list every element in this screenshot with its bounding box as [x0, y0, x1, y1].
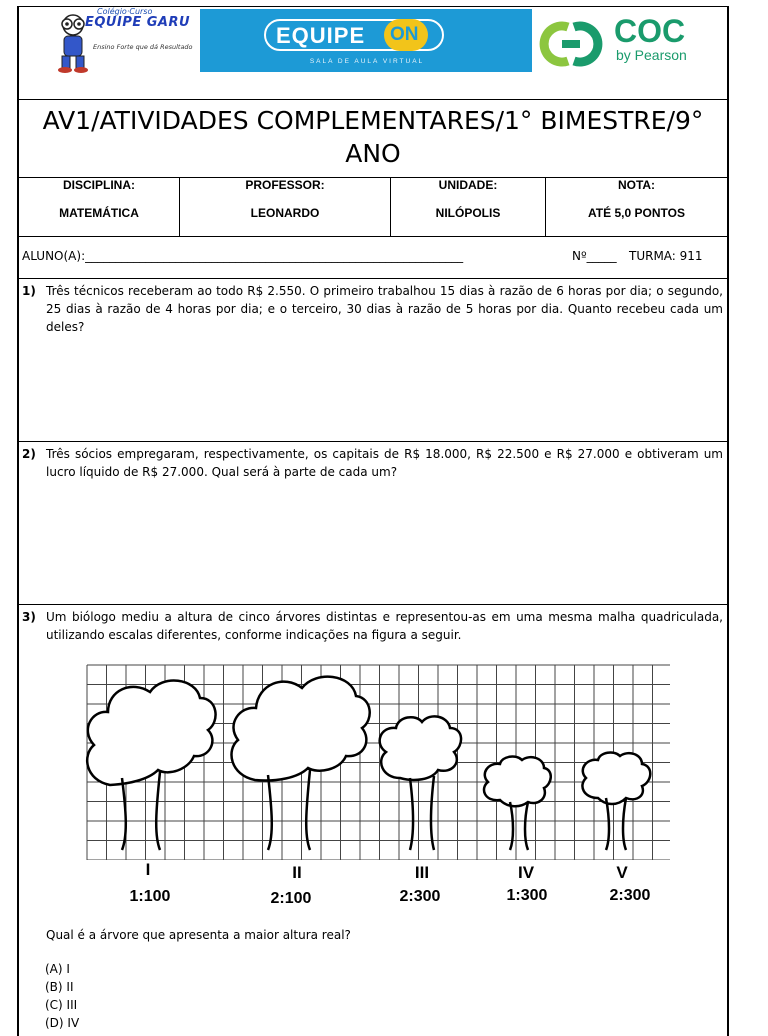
grid-with-trees [70, 660, 670, 860]
option-d[interactable]: (D) IV [45, 1016, 80, 1030]
tree-scale: 1:100 [129, 888, 171, 905]
logo-tagline: Ensino Forte que dá Resultado [93, 43, 193, 51]
tree-label: I [145, 860, 151, 879]
professor-value: LEONARDO [250, 206, 320, 220]
tree-scale: 2:100 [270, 890, 312, 907]
logo-on-word: ON [390, 24, 419, 45]
tree-label: II [292, 863, 302, 882]
disciplina-label: DISCIPLINA: [63, 178, 135, 192]
logo-name: EQUIPE GARU [85, 15, 191, 30]
nota-cell [546, 178, 727, 236]
tree-4-crown [484, 757, 551, 807]
disciplina-value: MATEMÁTICA [59, 206, 139, 220]
tree-label: III [414, 863, 430, 882]
numero-field[interactable]: Nº_____ [572, 249, 617, 263]
question-text: Três técnicos receberam ao todo R$ 2.550. O primeiro trabalhou 15 dias à razão de 6 horas por dia; o segundo, 25 dias à razão de 4 horas por dia; e o terceiro, 30 dias à razão de 5 horas por dia. Quanto recebeu cada um deles? [46, 284, 723, 334]
aluno-field[interactable]: ALUNO(A):_______________________________________________________________ [22, 249, 464, 263]
question-text: Um biólogo mediu a altura de cinco árvores distintas e representou-as em uma mesma malha quadriculada, utilizando escalas diferentes, conforme indicações na figura a seguir. [46, 610, 723, 642]
question-number: 3) [22, 610, 36, 624]
question-number: 2) [22, 447, 36, 461]
unidade-cell [391, 178, 546, 236]
option-a[interactable]: (A) I [45, 962, 70, 976]
question-text: Três sócios empregaram, respectivamente, os capitais de R$ 18.000, R$ 22.500 e R$ 27.000 e obtiveram um lucro líquido de R$ 27.000. Qual será à parte de cada um? [46, 447, 723, 479]
equipe-garu-logo [53, 9, 203, 75]
logo-subtitle: SALA DE AULA VIRTUAL [309, 58, 425, 65]
info-table [19, 178, 727, 236]
professor-label: PROFESSOR: [245, 178, 325, 192]
tree-4-trunk [510, 802, 528, 850]
question-2 [19, 442, 727, 605]
professor-cell [180, 178, 391, 236]
coc-name: COC [614, 13, 686, 49]
tree-2-crown [231, 677, 369, 781]
student-row [19, 236, 727, 279]
question-number: 1) [22, 284, 36, 298]
logo-word: EQUIPE [276, 23, 366, 48]
nota-value: ATÉ 5,0 PONTOS [588, 206, 685, 220]
turma-label: TURMA: 911 [629, 249, 703, 263]
question-3-prompt: Qual é a árvore que apresenta a maior altura real? [46, 928, 351, 942]
option-b[interactable]: (B) II [45, 980, 74, 994]
tree-scale: 2:300 [609, 887, 651, 904]
coc-mark-icon [538, 13, 608, 73]
unidade-value: NILÓPOLIS [435, 206, 501, 220]
tree-5-crown [582, 753, 650, 804]
tree-3-trunk [410, 776, 434, 850]
disciplina-cell [19, 178, 180, 236]
equipe-on-logo [200, 9, 534, 72]
tree-3-crown [380, 716, 461, 780]
title-line-1: AV1/ATIVIDADES COMPLEMENTARES/1° BIMESTRE/9° [42, 106, 704, 135]
option-c[interactable]: (C) III [45, 998, 78, 1012]
question-1 [19, 279, 727, 442]
coc-subtitle: by Pearson [616, 47, 687, 63]
tree-5-trunk [606, 798, 626, 850]
tree-scale: 2:300 [399, 888, 441, 905]
nota-label: NOTA: [617, 178, 656, 192]
header-logos [19, 7, 727, 99]
coc-logo [532, 9, 724, 75]
tree-figure [70, 660, 670, 915]
page-title [19, 99, 727, 178]
logo-kicker: Colégio·Curso [97, 7, 153, 16]
tree-label: IV [517, 863, 535, 882]
tree-label: V [616, 863, 628, 882]
tree-scale: 1:300 [506, 887, 548, 904]
unidade-label: UNIDADE: [438, 178, 498, 192]
title-line-2: ANO [345, 139, 401, 168]
